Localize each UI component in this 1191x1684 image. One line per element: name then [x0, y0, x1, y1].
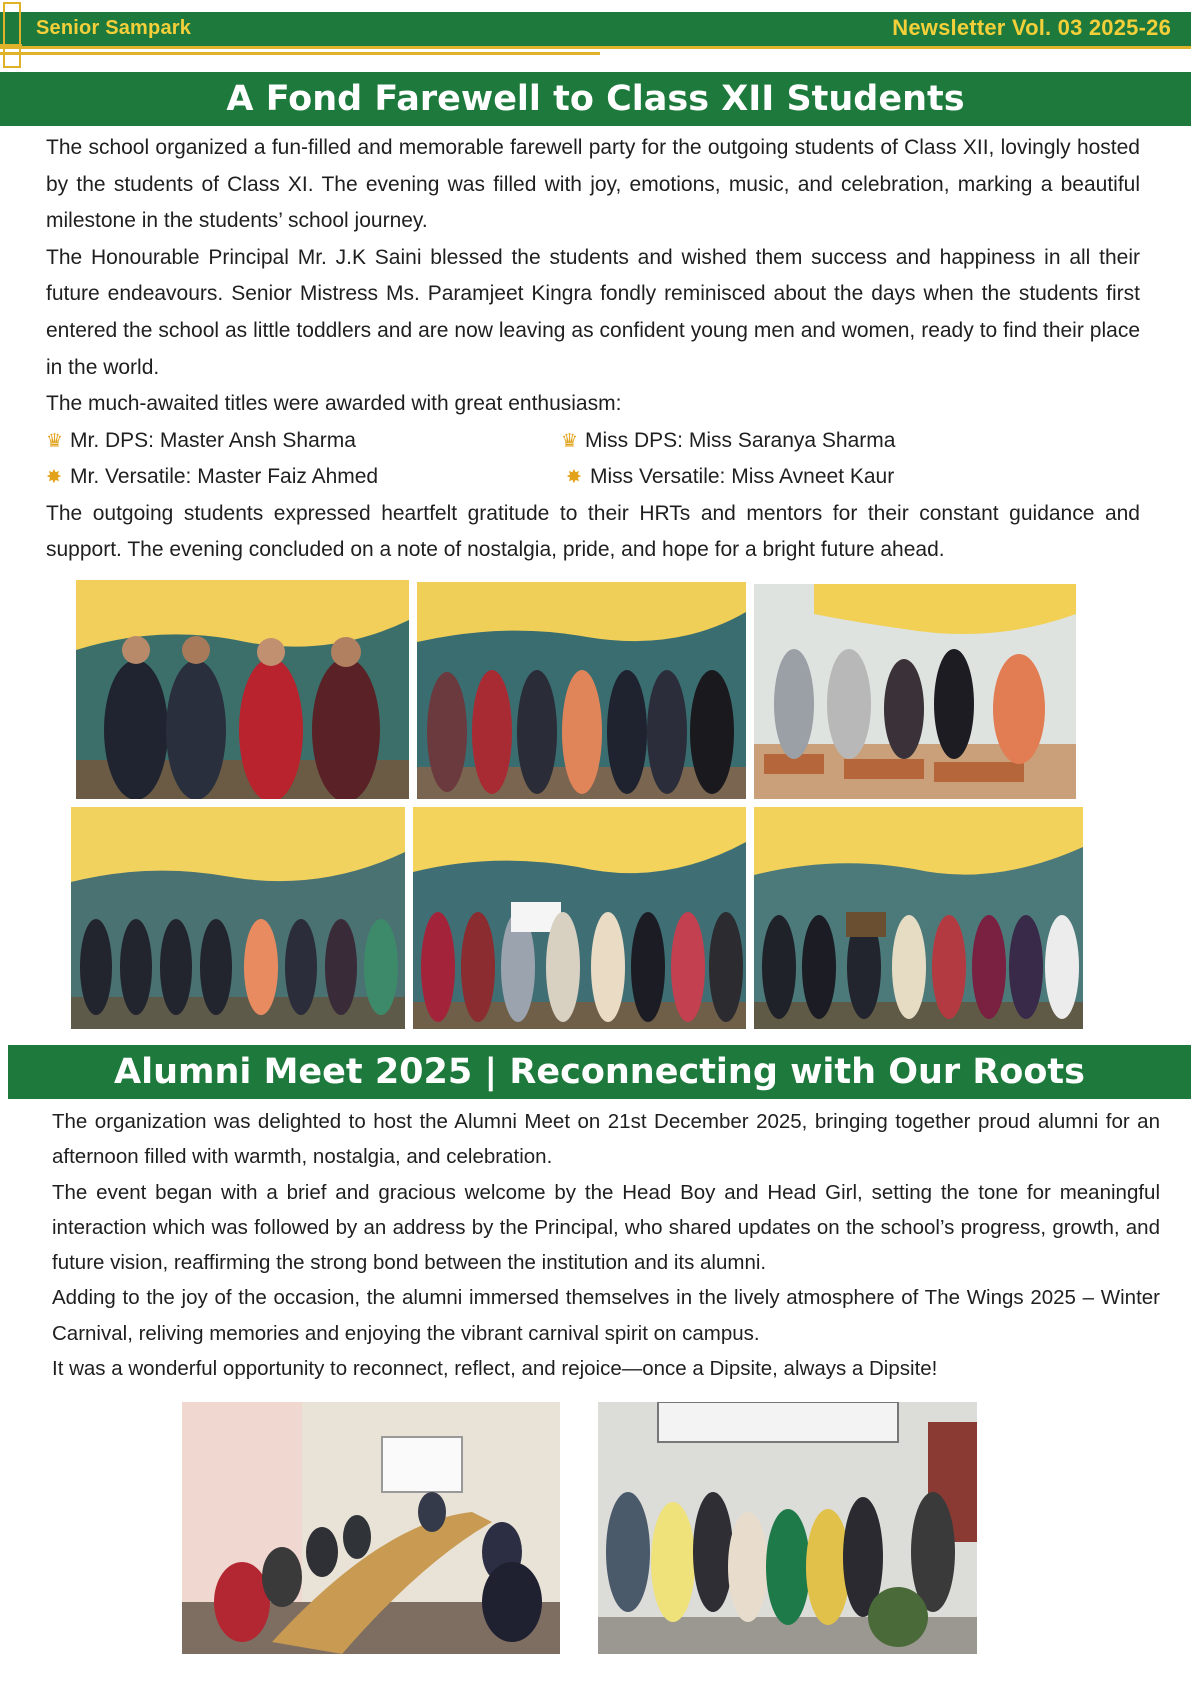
newsletter-brand: Senior Sampark	[36, 17, 192, 39]
farewell-photo-4	[71, 807, 405, 1029]
farewell-paragraph: The much-awaited titles were awarded with great enthusiasm:	[46, 392, 622, 416]
header-gold-rule	[0, 52, 600, 55]
farewell-photo-3	[754, 584, 1076, 799]
alumni-photo-meeting	[182, 1402, 560, 1654]
award-text: Miss DPS: Miss Saranya Sharma	[585, 428, 896, 452]
farewell-section-title: A Fond Farewell to Class XII Students	[0, 72, 1191, 126]
alumni-paragraph: The organization was delighted to host the Alumni Meet on 21st December 2025, bringing together proud alumni for an afternoon filled with warmth, nostalgia, and celebration.	[52, 1110, 1160, 1169]
newsletter-header	[0, 12, 1191, 49]
award-text: Miss Versatile: Miss Avneet Kaur	[590, 465, 895, 489]
corner-ornament	[3, 2, 21, 68]
crown-icon: ♛	[46, 430, 64, 452]
alumni-photo-group	[598, 1402, 977, 1654]
farewell-photo-6	[754, 807, 1083, 1029]
award-item	[561, 423, 895, 461]
award-item	[566, 459, 894, 497]
alumni-paragraph: It was a wonderful opportunity to reconnect, reflect, and rejoice—once a Dipsite, always a Dipsite!	[52, 1357, 938, 1381]
alumni-section-title: Alumni Meet 2025 | Reconnecting with Our Roots	[8, 1045, 1191, 1099]
award-text: Mr. DPS: Master Ansh Sharma	[70, 428, 356, 452]
farewell-paragraph: The school organized a fun-filled and memorable farewell party for the outgoing students of Class XII, lovingly hosted by the students of Class XI. The evening was filled with joy, emotions, music, and celebration, marking a beautiful milestone in the students’ school journey.	[46, 136, 1140, 233]
farewell-paragraph: The outgoing students expressed heartfelt gratitude to their HRTs and mentors for their constant guidance and support. The evening concluded on a note of nostalgia, pride, and hope for a bright future ahead.	[46, 501, 1140, 562]
farewell-paragraph: The Honourable Principal Mr. J.K Saini blessed the students and wished them success and happiness in all their future endeavours. Senior Mistress Ms. Paramjeet Kingra fondly reminisced about the days when the students first entered the school as little toddlers and are now leaving as confident young men and women, ready to find their place in the world.	[46, 245, 1140, 379]
alumni-paragraph: The event began with a brief and gracious welcome by the Head Boy and Head Girl, setting the tone for meaningful interaction which was followed by an address by the Principal, who shared updates on the school’s progress, growth, and future vision, reaffirming the strong bond between the institution and its alumni.	[52, 1180, 1160, 1275]
star-icon: ✸	[46, 467, 62, 489]
farewell-photo-5	[413, 807, 746, 1029]
farewell-photo-2	[417, 582, 746, 799]
star-icon: ✸	[566, 467, 582, 489]
farewell-photo-1	[76, 580, 409, 799]
newsletter-volume: Newsletter Vol. 03 2025-26	[892, 15, 1171, 40]
award-item	[46, 423, 356, 461]
award-item	[46, 459, 378, 497]
crown-icon: ♛	[561, 430, 579, 452]
farewell-article	[46, 130, 1140, 569]
alumni-article	[52, 1104, 1160, 1386]
alumni-paragraph: Adding to the joy of the occasion, the alumni immersed themselves in the lively atmosphere of The Wings 2025 – Winter Carnival, reliving memories and enjoying the vibrant carnival spirit on campus.	[52, 1286, 1160, 1345]
awards-list	[46, 423, 1140, 496]
award-text: Mr. Versatile: Master Faiz Ahmed	[70, 465, 379, 489]
corner-ornament-bar	[0, 44, 22, 47]
